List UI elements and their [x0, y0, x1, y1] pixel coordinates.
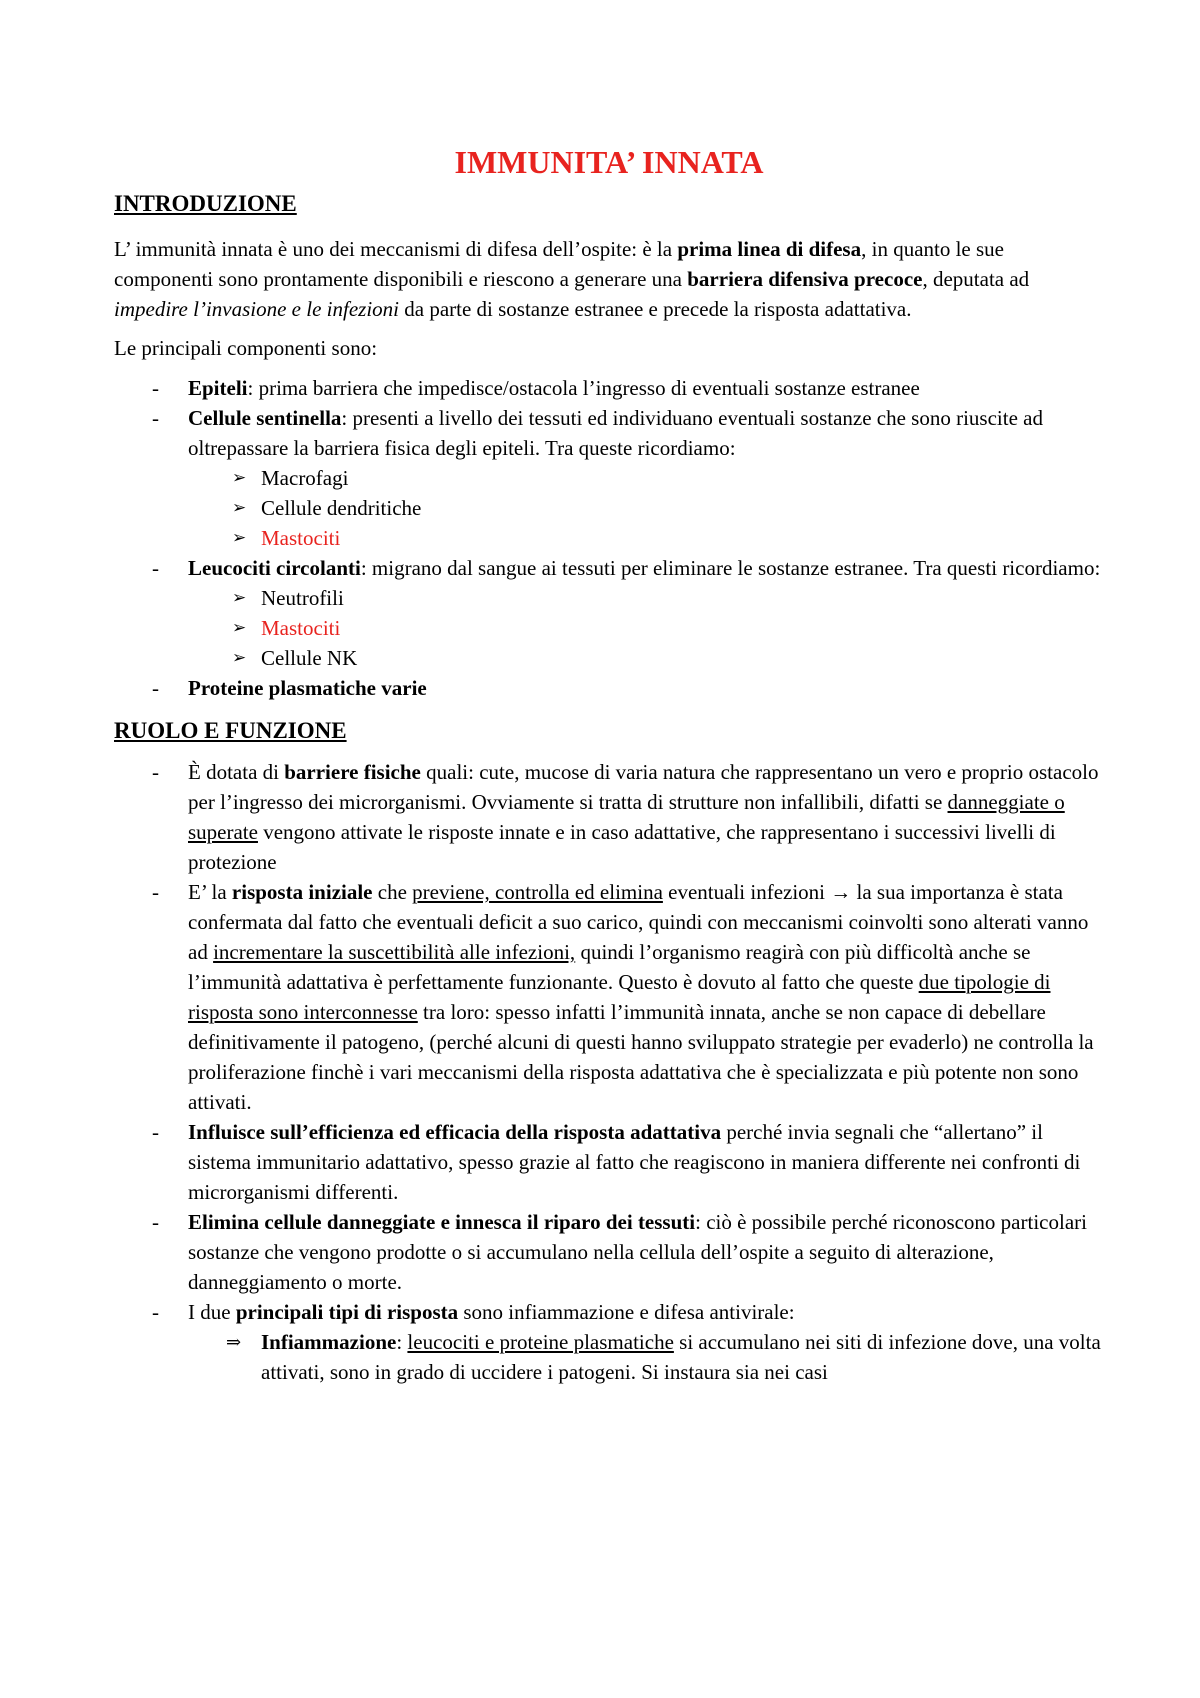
- sublist-item: [114, 613, 1104, 643]
- dash-bullet: -: [152, 1120, 159, 1144]
- list-item-proteine-plasmatiche: - Proteine plasmatiche varie: [114, 673, 1104, 703]
- components-list: [114, 373, 1104, 703]
- arrow-bullet-icon: ➢: [232, 588, 247, 607]
- arrow-bullet-icon: ➢: [232, 648, 247, 667]
- list-item-leucociti-circolanti: - Leucociti circolanti: migrano dal sangue ai tessuti per eliminare le sostanze estranee. Tra questi ricordiamo: ➢ Neutrofili ➢ Mastociti ➢ Cellule NK: [114, 553, 1104, 673]
- dash-bullet: -: [152, 1300, 159, 1324]
- components-lead: Le principali componenti sono:: [114, 336, 378, 360]
- page-title: IMMUNITA’ INNATA: [454, 144, 764, 180]
- sublist-item: ➢ Neutrofili: [114, 583, 1104, 613]
- list-item-elimina-cellule: - Elimina cellule danneggiate e innesca il riparo dei tessuti: ciò è possibile perché riconoscono particolari sostanze che vengono prodotte o si accumulano nella cellula dell’ospite a seguito di alterazione, danneggiamento o morte.: [114, 1207, 1104, 1297]
- arrow-bullet-icon: ➢: [232, 498, 247, 517]
- list-item-tipi-di-risposta: - I due principali tipi di risposta sono infiammazione e difesa antivirale: ⇒ Infiammazione: leucociti e proteine plasmatiche si accumulano nei siti di infezione dove, una volta attivati, sono in grado di uccidere i patogeni. Si instaura sia nei casi: [114, 1297, 1104, 1387]
- document-body: [114, 142, 1104, 1399]
- list-item-influisce: - Influisce sull’efficienza ed efficacia della risposta adattativa perché invia segnali che “allertano” il sistema immunitario adattativo, spesso grazie al fatto che reagiscono in maniera differente nei confronti di microrganismi differenti.: [114, 1117, 1104, 1207]
- sublist-item-infiammazione: ⇒ Infiammazione: leucociti e proteine plasmatiche si accumulano nei siti di infezione dove, una volta attivati, sono in grado di uccidere i patogeni. Si instaura sia nei casi: [114, 1327, 1104, 1387]
- dash-bullet: -: [152, 760, 159, 784]
- highlighted-term: Mastociti: [261, 616, 341, 640]
- list-item-risposta-iniziale: - E’ la risposta iniziale che previene, controlla ed elimina eventuali infezioni → la sua importanza è stata confermata dal fatto che eventuali deficit a suo carico, quindi con meccanismi coinvolti sono alterati vanno ad incrementare la suscettibilità alle infezioni, quindi l’organismo reagirà con più difficoltà anche se l’immunità adattativa è perfettamente funzionante. Questo è dovuto al fatto che queste due tipologie di risposta sono interconnesse tra loro: spesso infatti l’immunità innata, anche se non capace di debellare definitivamente il patogeno, (perché alcuni di questi hanno sviluppato strategie per evaderlo) ne controlla la proliferazione finchè i vari meccanismi della risposta adattativa che è specializzata e più potente non sono attivati.: [114, 877, 1104, 1117]
- tipi-risposta-sublist: [188, 1327, 1104, 1387]
- list-item-epiteli: - Epiteli: prima barriera che impedisce/ostacola l’ingresso di eventuali sostanze estranee: [114, 373, 1104, 403]
- sublist-item: ➢ Cellule dendritiche: [114, 493, 1104, 523]
- highlighted-term: Mastociti: [261, 526, 341, 550]
- leucociti-sublist: [188, 583, 1104, 673]
- list-item-barriere-fisiche: - È dotata di barriere fisiche quali: cute, mucose di varia natura che rappresentano un vero e proprio ostacolo per l’ingresso dei microrganismi. Ovviamente si tratta di strutture non infallibili, difatti se danneggiate o superate vengono attivate le risposte innate e in caso adattative, che rappresentano i successivi livelli di protezione: [114, 757, 1104, 877]
- dash-bullet: -: [152, 376, 159, 400]
- intro-paragraph: L’ immunità innata è uno dei meccanismi di difesa dell’ospite: è la prima linea di difesa, in quanto le sue componenti sono prontamente disponibili e riescono a generare una barriera difensiva precoce, deputata ad impedire l’invasione e le infezioni da parte di sostanze estranee e precede la risposta adattativa.: [114, 237, 1030, 321]
- ruolo-list: [114, 757, 1104, 1387]
- arrow-bullet-icon: ➢: [232, 618, 247, 637]
- sublist-item: ➢ Macrofagi: [114, 463, 1104, 493]
- dash-bullet: -: [152, 1210, 159, 1234]
- arrow-bullet-icon: ➢: [232, 528, 247, 547]
- dash-bullet: -: [152, 406, 159, 430]
- dash-bullet: -: [152, 676, 159, 700]
- sublist-item: [114, 523, 1104, 553]
- sentinella-sublist: [188, 463, 1104, 553]
- section-heading-introduzione: INTRODUZIONE: [114, 191, 297, 216]
- dash-bullet: -: [152, 556, 159, 580]
- implies-arrow-icon: ⇒: [226, 1332, 242, 1352]
- list-item-cellule-sentinella: - Cellule sentinella: presenti a livello dei tessuti ed individuano eventuali sostanze che sono riuscite ad oltrepassare la barriera fisica degli epiteli. Tra queste ricordiamo: ➢ Macrofagi ➢ Cellule dendritiche ➢ Mastociti: [114, 403, 1104, 553]
- sublist-item: ➢ Cellule NK: [114, 643, 1104, 673]
- arrow-bullet-icon: ➢: [232, 468, 247, 487]
- section-heading-ruolo-e-funzione: RUOLO E FUNZIONE: [114, 718, 347, 743]
- dash-bullet: -: [152, 880, 159, 904]
